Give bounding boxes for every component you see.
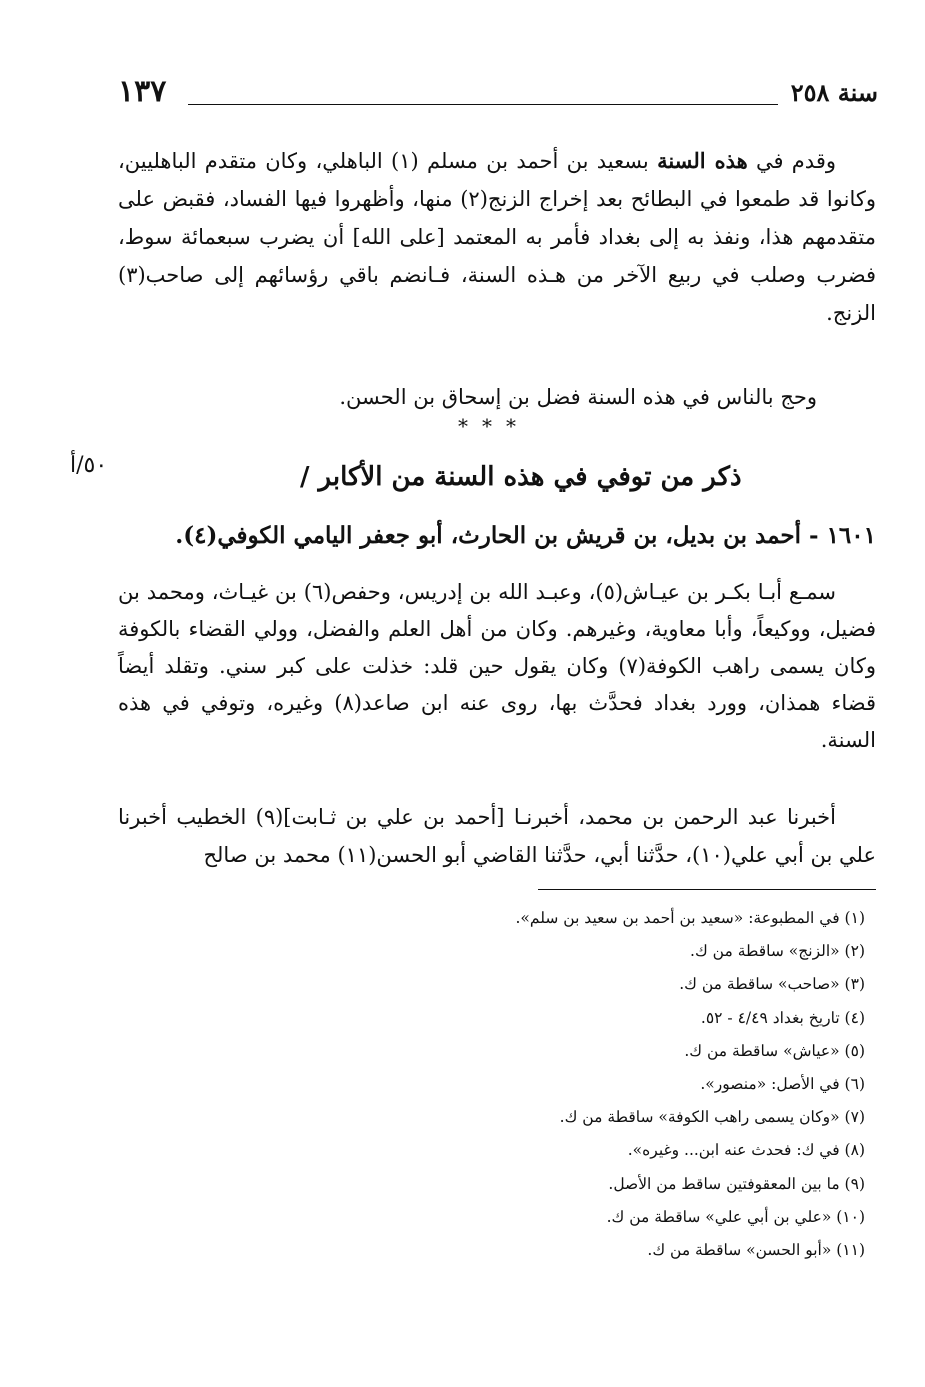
paragraph-1-start: وقدم في: [755, 149, 837, 173]
paragraph-1-bold: هذه السنة: [657, 148, 748, 173]
footnote: (٦) في الأصل: «منصور».: [700, 1075, 865, 1094]
header-year: سنة ٢٥٨: [790, 78, 878, 107]
footnote-rule: [538, 889, 876, 890]
section-title: ذكر من توفي في هذه السنة من الأكابر /: [300, 462, 742, 492]
manuscript-folio-note: ٥٠/أ: [70, 453, 108, 478]
footnote: (١) في المطبوعة: «سعيد بن أحمد بن سعيد بن سلم».: [515, 909, 865, 927]
page-header: [118, 74, 878, 114]
page-number: ١٣٧: [118, 74, 167, 109]
footnote: (٤) تاريخ بغداد ٤/٤٩ - ٥٢.: [700, 1008, 865, 1027]
paragraph-1: [118, 142, 876, 332]
entry-title: ١٦٠١ - أحمد بن بديل، بن قريش بن الحارث، أبو جعفر اليامي الكوفي(٤).: [175, 522, 876, 549]
footnote: (٧) «وكان يسمى راهب الكوفة» ساقطة من ك.: [559, 1108, 865, 1127]
paragraph-3: سمـع أبـا بكـر بن عيـاش(٥)، وعبـد الله بن إدريس، وحفص(٦) بن غيـاث، ومحمد بن فضيل، ووكيعاً، وأبا معاوية، وغيرهم. وكان من أهل العلم والفضل، وولي القضاء بالكوفة وكان يسمى راهب الكوفة(٧) وكان يقول حين قلد: خذلت على كبر سني. وتقلد أيضاً قضاء همذان، وورد بغداد فحدَّث بها، روى عنه ابن صاعد(٨) وغيره، وتوفي في هذه السنة.: [118, 580, 876, 752]
paragraph-1-rest: بسعيد بن أحمد بن مسلم (١) الباهلي، وكان متقدم الباهليين، وكانوا قد طمعوا في البطائح بعد إخراج الزنج(٢) منها، وأظهروا فيها الفساد، فقبض على متقدمهم هذا، ونفذ به إلى بغداد فأمر به المعتمد [على الله] أن يضرب سبعمائة سوط، فضرب وصلب في ربيع الآخر من هـذه السنة، فـانضم باقي رؤسائهم إلى صاحب(٣) الزنج.: [118, 149, 876, 325]
header-rule: [188, 104, 778, 105]
footnote: (٩) ما بين المعقوفتين ساقط من الأصل.: [608, 1174, 865, 1193]
paragraph-4: أخبرنا عبد الرحمن بن محمد، أخبرنـا [أحمد بن علي بن ثـابت](٩) الخطيب أخبرنا علي بن أبي علي(١٠)، حدَّثنا أبي، حدَّثنا القاضي أبو الحسن(١١) محمد بن صالح: [118, 805, 876, 867]
footnote: (٨) في ك: فحدث عنه ابن... وغيره».: [627, 1141, 865, 1160]
footnotes: [516, 902, 866, 1267]
footnote: (٣) «صاحب» ساقطة من ك.: [679, 975, 865, 994]
footnote: (٢) «الزنج» ساقطة من ك.: [690, 942, 865, 961]
paragraph-2: وحج بالناس في هذه السنة فضل بن إسحاق بن الحسن.: [339, 385, 817, 409]
footnote: (١٠) «علي بن أبي علي» ساقطة من ك.: [606, 1207, 865, 1226]
footnote: (١١) «أبو الحسن» ساقطة من ك.: [647, 1241, 865, 1260]
section-separator: ***: [458, 414, 530, 438]
footnote: (٥) «عياش» ساقطة من ك.: [684, 1041, 865, 1060]
